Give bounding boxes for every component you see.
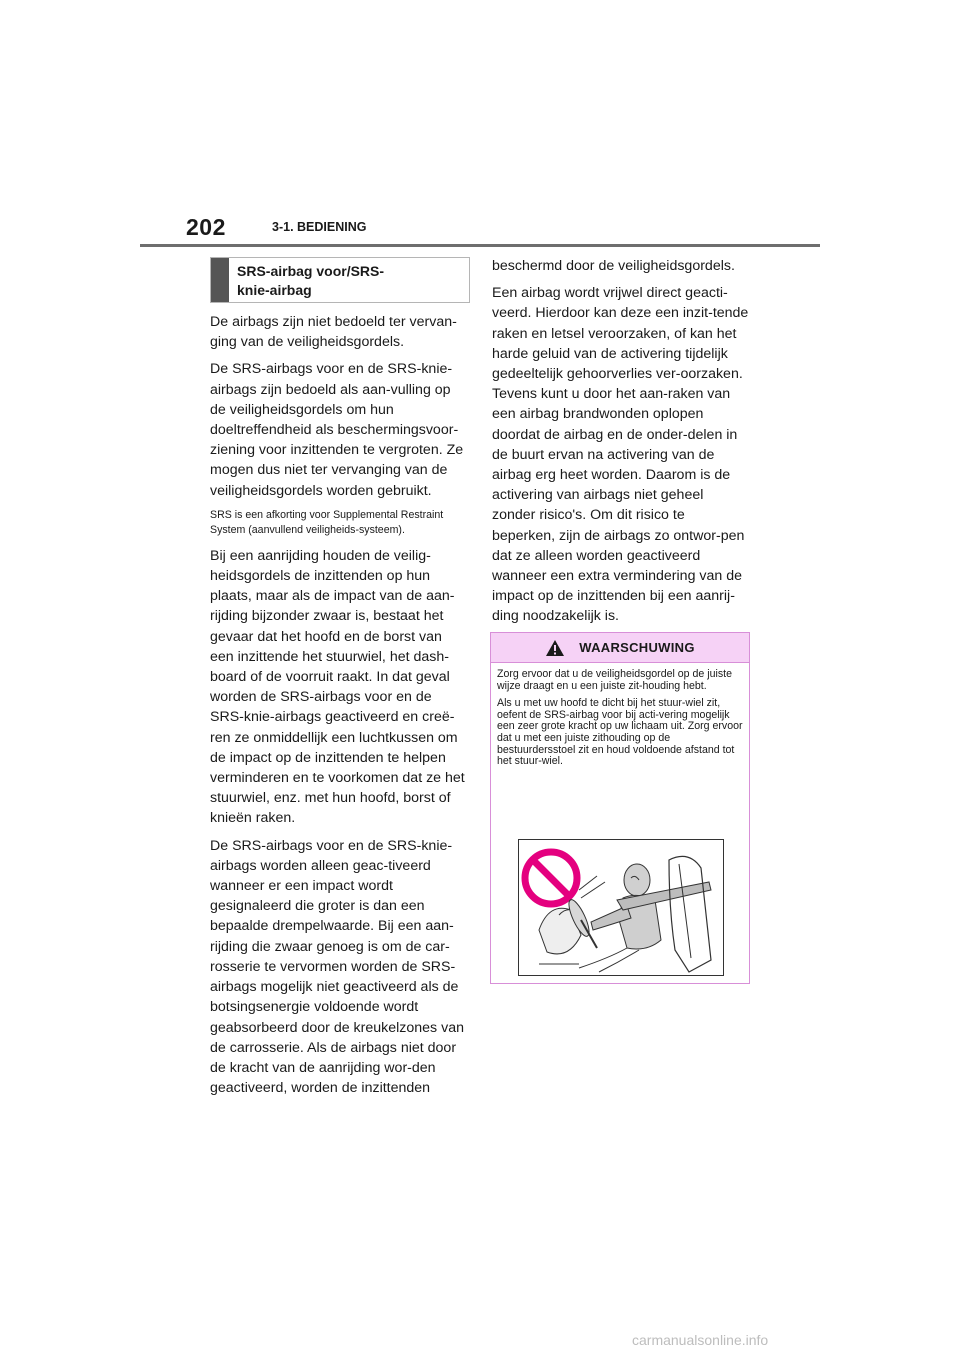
section-heading-text: [229, 258, 384, 302]
section-heading-bar: [211, 258, 229, 302]
left-column: [210, 312, 468, 1105]
warning-title: WAARSCHUWING: [579, 640, 695, 655]
warning-illustration: [518, 839, 724, 976]
section-title: 3-1. BEDIENING: [272, 220, 367, 234]
paragraph: De SRS-airbags voor en de SRS-knie-airbags zijn bedoeld als aan-vulling op de veiligheidsgordels om hun doeltreffendheid als beschermingsvoor-ziening voor inzittenden te vergroten. Ze mogen dus niet ter vervanging van de veiligheidsgordels worden gebruikt.: [210, 361, 464, 499]
page-number: 202: [186, 214, 226, 240]
paragraph: Bij een aanrijding houden de veilig-heidsgordels de inzittenden op hun plaats, maar als de impact van de aan-rijding bijzonder zwaar is, bestaat het gevaar dat het hoofd en de borst van een inzittende het stuurwiel, het dash-board of de voorruit raakt. In dat geval worden de SRS-airbags voor en de SRS-knie-airbags geactiveerd en creë-ren ze onmiddellijk een luchtkussen om de impact op de inzittenden te helpen verminderen en te voorkomen dat ze het stuurwiel, enz. met hun hoofd, borst of knieën raken.: [210, 547, 465, 827]
note-paragraph: SRS is een afkorting voor Supplemental Restraint System (aanvullend veiligheids-systeem).: [210, 508, 444, 536]
prohibited-sign-icon: [525, 852, 577, 904]
driver-too-close-illustration: [519, 840, 723, 975]
header-rule: [140, 244, 820, 247]
paragraph: De airbags zijn niet bedoeld ter vervan-ging van de veiligheidsgordels.: [210, 314, 457, 351]
warning-triangle-icon: [545, 639, 565, 657]
paragraph: beschermd door de veiligheidsgordels.: [492, 258, 735, 274]
right-column: [492, 256, 750, 634]
paragraph: De SRS-airbags voor en de SRS-knie-airbags worden alleen geac-tiveerd wanneer er een impact wordt gesignaleerd die groter is dan een bepaalde drempelwaarde. Bij een aan-rijding die zwaar genoeg is om de car-rosserie te vervormen worden de SRS-airbags mogelijk niet geactiveerd als de botsingsenergie voldoende wordt geabsorbeerd door de kreukelzones van de carrosserie. Als de airbags niet door de kracht van de aanrijding wor-den geactiveerd, worden de inzittenden: [210, 837, 464, 1097]
warning-header: [491, 633, 749, 663]
section-heading-line-1: SRS-airbag voor/SRS-: [237, 263, 385, 279]
warning-box: [490, 632, 750, 984]
warning-paragraph: Zorg ervoor dat u de veiligheidsgordel op de juiste wijze draagt en u een juiste zit-houding hebt.: [497, 668, 732, 692]
warning-body: [491, 663, 749, 768]
footer-watermark: carmanualsonline.info: [632, 1332, 769, 1348]
section-heading-box: [210, 257, 470, 303]
section-heading-line-2: knie-airbag: [237, 282, 312, 298]
warning-paragraph: Als u met uw hoofd te dicht bij het stuur-wiel zit, oefent de SRS-airbag voor bij acti-vering mogelijk een zeer grote kracht op uw lichaam uit. Zorg ervoor dat u met een juiste zithouding op de bestuurdersstoel zit en houd voldoende afstand tot het stuur-wiel.: [497, 697, 743, 768]
paragraph: Een airbag wordt vrijwel direct geacti-veerd. Hierdoor kan deze een inzit-tende raken en letsel veroorzaken, of kan het harde geluid van de activering tijdelijk gedeeltelijk gehoorverlies ver-oorzaken. Tevens kunt u door het aan-raken van een airbag brandwonden oplopen doordat de airbag en de onder-delen in de buurt ervan na activering van de airbag erg heet worden. Daarom is de activering van airbags niet geheel zonder risico's. Om dit risico te beperken, zijn de airbags zo ontwor-pen dat ze alleen worden geactiveerd wanneer een extra vermindering van de impact op de inzittenden bij een aanrij-ding noodzakelijk is.: [492, 285, 749, 625]
